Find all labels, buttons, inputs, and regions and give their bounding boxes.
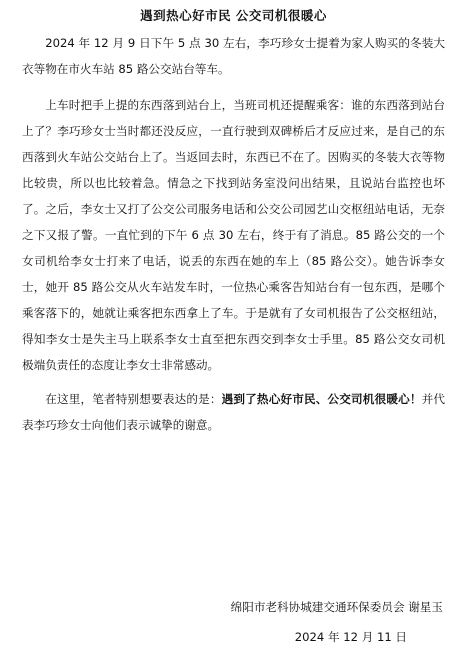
paragraph-3 bbox=[22, 386, 445, 438]
signature: 绵阳市老科协城建交通环保委员会 谢星玉 bbox=[230, 600, 443, 614]
paragraph-3-tail: 并代表李巧珍女士向他们表示诚挚的谢意。 bbox=[22, 392, 445, 432]
paragraph-3-emphasis: 遇到了热心好市民、公交司机很暖心！ bbox=[221, 392, 422, 406]
signature-date: 2024 年 12 月 11 日 bbox=[294, 630, 407, 644]
paragraph-2: 上车时把手上提的东西落到站台上，当班司机还提醒乘客：谁的东西落到站台上了？李巧珍女士当时都还没反应，一直行驶到双碑桥后才反应过来，是自己的东西落到火车站公交站台上了。当返回去时，东西已不在了。因购买的冬装大衣等物比较贵，所以也比较着急。情急之下找到站务室没问出结果，且说站台监控也坏了。之后，李女士又打了公交公司服务电话和公交公司园艺山交枢纽站电话，无奈之下又报了警。一直忙到的下午 6 点 30 左右，终于有了消息。85 路公交的一个女司机给李女士打来了电话，说丢的东西在她的车上（85 路公交）。她告诉李女士，她开 85 路公交从火车站发车时，一位热心乘客告知站台有一包东西，是哪个乘客落下的，她就让乘客把东西拿上了车。于是就有了女司机报告了公交枢纽站，得知李女士是失主马上联系李女士直至把东西交到李女士手里。85 路公交女司机极端负责任的态度让李女士非常感动。 bbox=[22, 98, 445, 372]
paragraph-1: 2024 年 12 月 9 日下午 5 点 30 左右，李巧珍女士提着为家人购买的冬装大衣等物在市火车站 85 路公交站台等车。 bbox=[22, 36, 445, 76]
document-title: 遇到热心好市民 公交司机很暖心 bbox=[140, 8, 327, 23]
paragraph-3-lead: 在这里，笔者特别想要表达的是： bbox=[45, 392, 222, 406]
